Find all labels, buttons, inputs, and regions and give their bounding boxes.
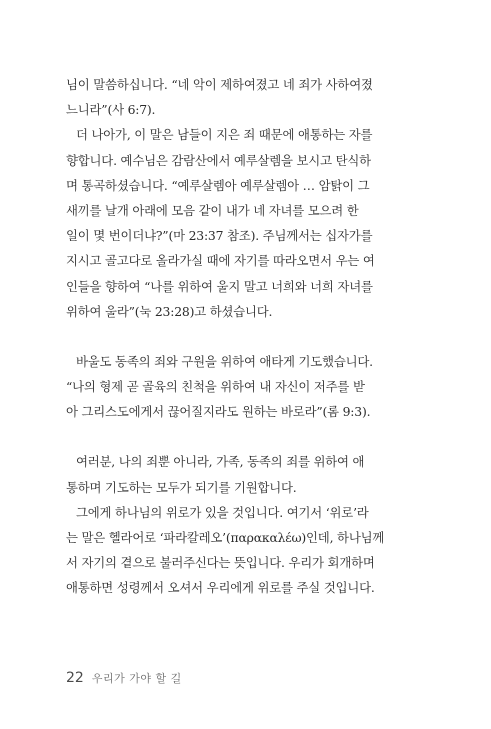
text-line: 아 그리스도에게서 끊어질지라도 원하는 바로라”(롬 9:3). (66, 404, 371, 420)
paragraph (66, 349, 426, 425)
text-line: 는 말은 헬라어로 ‘파라칼레오’(παρακαλέω)인데, 하나님께 (66, 530, 385, 545)
paragraph (66, 500, 426, 601)
text-line: “나의 형제 곧 골육의 친척을 위하여 내 자신이 저주를 받 (66, 379, 365, 395)
paragraph-gap (66, 324, 426, 349)
text-line: 위하여 울라”(눅 23:28)고 하셨습니다. (66, 303, 273, 319)
paragraph (66, 449, 426, 499)
text-line: 며 통곡하셨습니다. “예루살렘아 예루살렘아 … 암탉이 그 (66, 177, 370, 193)
page-number: 22 (66, 670, 84, 686)
text-line: 애통하면 성령께서 오셔서 우리에게 위로를 주실 것입니다. (66, 580, 375, 596)
text-line: 님이 말씀하십니다. “네 악이 제하여졌고 네 죄가 사하여졌 (66, 77, 373, 92)
text-line: 향합니다. 예수님은 감람산에서 예루살렘을 보시고 탄식하 (66, 152, 371, 168)
text-line: 지시고 골고다로 올라가실 때에 자기를 따라오면서 우는 여 (66, 253, 375, 269)
text-line: 새끼를 날개 아래에 모음 같이 내가 네 자녀를 모으려 한 (66, 202, 359, 218)
text-line: 여러분, 나의 죄뿐 아니라, 가족, 동족의 죄를 위하여 애 (76, 454, 365, 470)
text-line: 느니라”(사 6:7). (66, 102, 156, 118)
text-line: 서 자기의 곁으로 불러주신다는 뜻입니다. 우리가 회개하며 (66, 555, 375, 571)
paragraph (66, 72, 426, 122)
paragraph-gap (66, 424, 426, 449)
body-text (66, 72, 426, 601)
text-line: 바울도 동족의 죄와 구원을 위하여 애타게 기도했습니다. (76, 353, 373, 369)
paragraph (66, 122, 426, 324)
text-line: 인들을 향하여 “나를 위하여 울지 말고 너희와 너희 자녀를 (66, 278, 373, 294)
text-line: 그에게 하나님의 위로가 있을 것입니다. 여기서 ‘위로’라 (76, 504, 369, 520)
text-line: 통하며 기도하는 모두가 되기를 기원합니다. (66, 479, 297, 495)
page-footer (66, 670, 182, 686)
running-title: 우리가 가야 할 길 (91, 672, 182, 685)
text-line: 더 나아가, 이 말은 남들이 지은 죄 때문에 애통하는 자를 (76, 127, 373, 143)
text-line: 일이 몇 번이더냐?”(마 23:37 참조). 주님께서는 십자가를 (66, 228, 373, 244)
